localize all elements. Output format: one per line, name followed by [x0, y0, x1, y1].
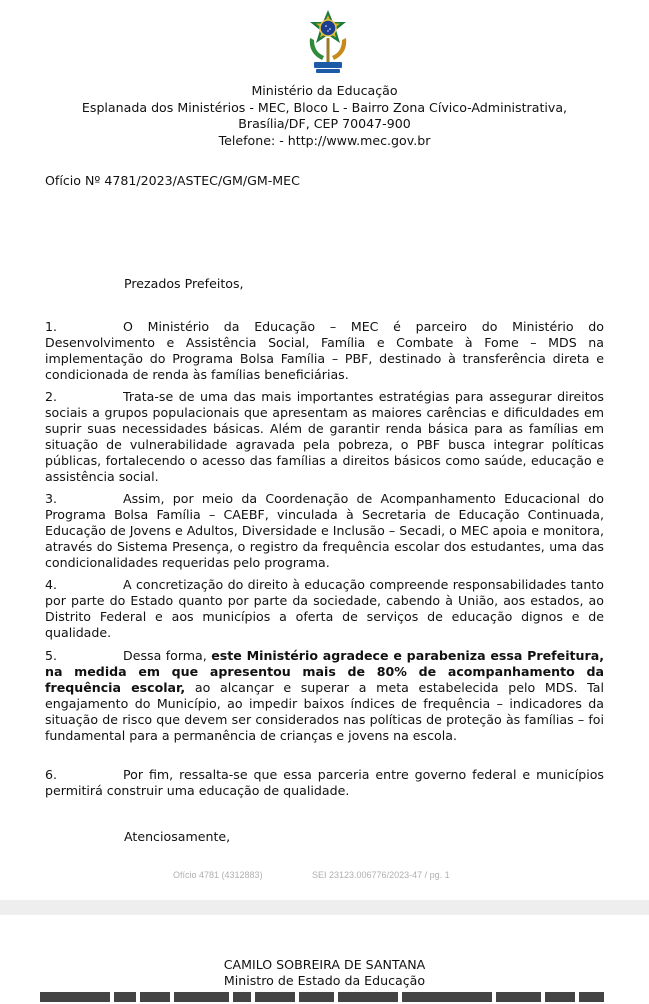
ministry-name: Ministério da Educação	[251, 83, 398, 98]
paragraph-number: 2.	[45, 389, 58, 404]
footer-sei-ref: SEI 23123.006776/2023-47 / pg. 1	[312, 870, 450, 880]
signatory-role: Ministro de Estado da Educação	[223, 973, 426, 988]
page-separator	[0, 900, 649, 915]
paragraph-text: Por fim, ressalta-se que essa parceria entre governo federal e municípios permitirá construir uma educação de qualidade.	[45, 767, 604, 798]
paragraph-number: 3.	[45, 491, 58, 506]
closing: Atenciosamente,	[124, 829, 231, 844]
phone-website: Telefone: - http://www.mec.gov.br	[218, 132, 431, 148]
paragraph-1	[45, 319, 604, 383]
footer-document-ref: Ofício 4781 (4312883)	[173, 870, 263, 880]
paragraph-5	[45, 648, 604, 744]
paragraph-text: Trata-se de uma das mais importantes estratégias para assegurar direitos sociais a grupos populacionais que apresentam as maiores carências e dificuldades em suprir suas necessidades básicas. Além de garantir renda básica para as famílias em situação de vulnerabilidade agravada pela pobreza, o PBF busca integrar políticas públicas, fortalecendo o acesso das famílias a direitos básicos como saúde, educação e assistência social.	[45, 389, 604, 484]
oficio-number: Ofício Nº 4781/2023/ASTEC/GM/GM-MEC	[45, 173, 300, 188]
address-line-2: Brasília/DF, CEP 70047-900	[238, 116, 411, 131]
paragraph-text: O Ministério da Educação – MEC é parceiro do Ministério do Desenvolvimento e Assistência Social, Família e Combate à Fome – MDS na implementação do Programa Bolsa Família – PBF, destinado à transferência direta e condicionada de renda às famílias beneficiárias.	[45, 319, 604, 382]
address-line-1: Esplanada dos Ministérios - MEC, Bloco L - Bairro Zona Cívico-Administrativa,	[81, 99, 568, 115]
letterhead	[0, 83, 649, 149]
paragraph-text: Assim, por meio da Coordenação de Acompanhamento Educacional do Programa Bolsa Família – CAEBF, vinculada à Secretaria de Educação Continuada, Educação de Jovens e Adultos, Diversidade e Inclusão – Secadi, o MEC apoia e monitora, através do Sistema Presença, o registro da frequência escolar dos estudantes, uma das condicionalidades requeridas pelo programa.	[45, 491, 604, 570]
paragraph-6	[45, 767, 604, 799]
paragraph-text: A concretização do direito à educação compreende responsabilidades tanto por parte do Estado quanto por parte da sociedade, cabendo à União, aos estados, ao Distrito Federal e aos municípios a oferta de serviços de educação dignos e de qualidade.	[45, 577, 604, 640]
paragraph-number: 1.	[45, 319, 58, 334]
paragraph-bold-text: este Ministério agradece e parabeniza essa Prefeitura, na medida em que apresentou mais de 80% de acompanhamento da frequência escolar,	[45, 648, 604, 695]
brazil-coat-of-arms-icon	[304, 8, 352, 78]
paragraph-number: 6.	[45, 767, 58, 782]
signatory-name: CAMILO SOBREIRA DE SANTANA	[223, 957, 426, 972]
paragraph-4	[45, 577, 604, 641]
paragraph-2	[45, 389, 604, 485]
paragraph-lead: Dessa forma,	[123, 648, 212, 663]
paragraph-text: ao alcançar e superar a meta estabelecida pelo MDS. Tal engajamento do Município, ao impedir baixos índices de frequência – indicadores da situação de risco que devem ser considerados nas políticas de proteção às famílias – foi fundamental para a permanência de crianças e jovens na escola.	[45, 680, 605, 743]
paragraph-number: 5.	[45, 648, 58, 663]
paragraph-number: 4.	[45, 577, 58, 592]
paragraph-3	[45, 491, 604, 571]
greeting: Prezados Prefeitos,	[124, 276, 244, 291]
cut-off-text-line	[40, 992, 610, 1004]
